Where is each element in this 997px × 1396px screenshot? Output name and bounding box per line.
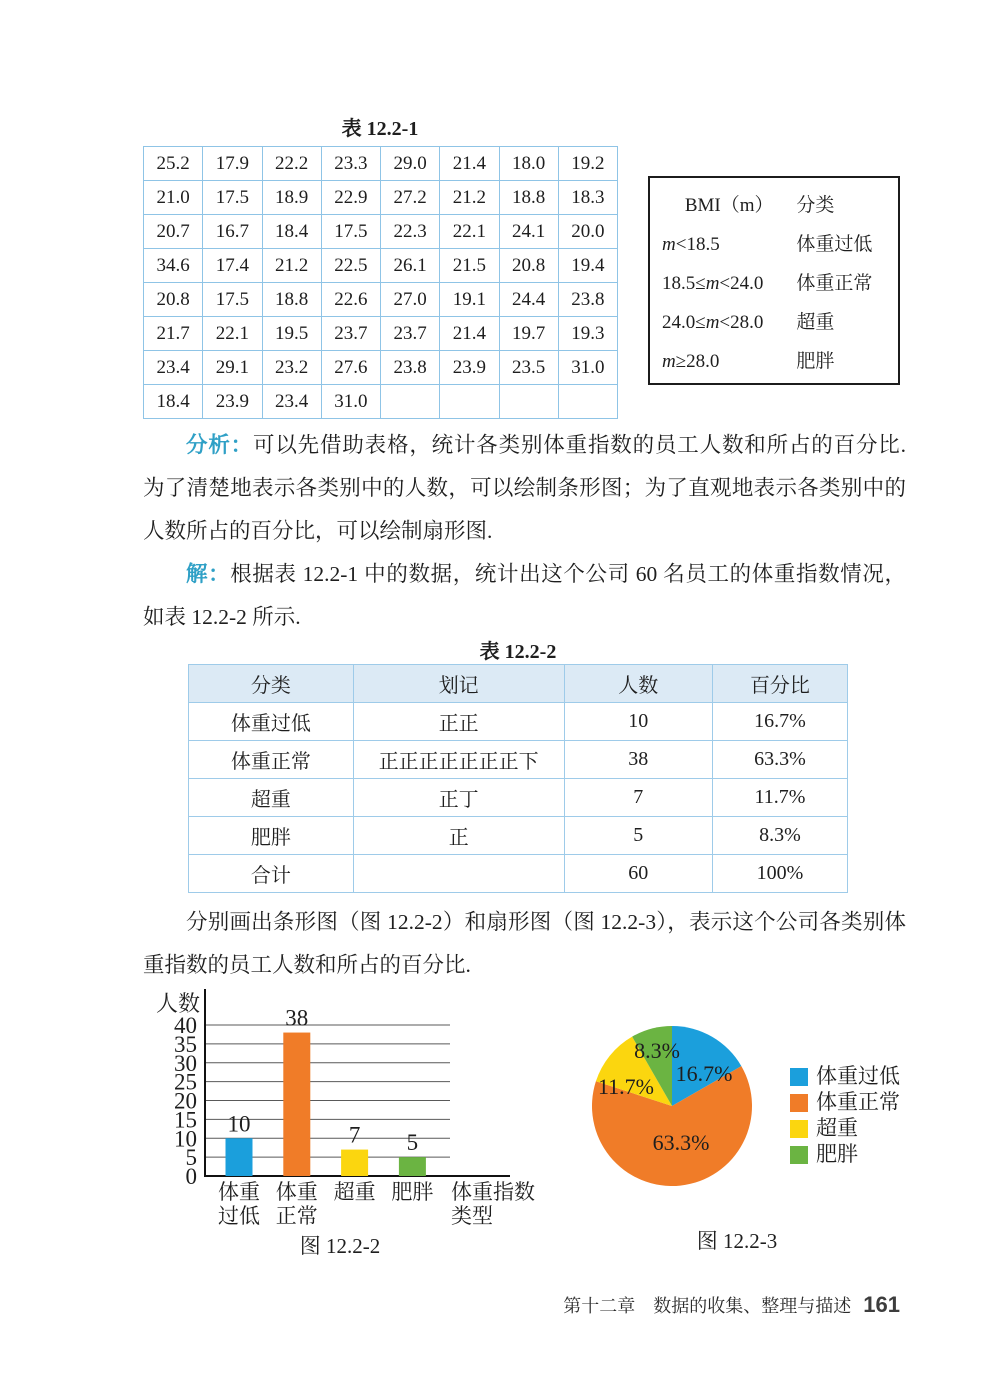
table-row xyxy=(144,215,618,249)
legend-swatch xyxy=(790,1146,808,1164)
cell: 23.3 xyxy=(321,147,380,181)
cell: 18.4 xyxy=(144,385,203,419)
cell: 23.5 xyxy=(499,351,558,385)
cell: 23.8 xyxy=(558,283,617,317)
cell: 23.8 xyxy=(381,351,440,385)
cell: 34.6 xyxy=(144,249,203,283)
y-tick-label: 0 xyxy=(185,1164,197,1189)
cell xyxy=(440,385,499,419)
y-tick-label: 5 xyxy=(185,1145,197,1171)
tally-summary-table xyxy=(188,664,848,893)
solution-label: 解： xyxy=(186,562,231,586)
cell: 18.9 xyxy=(262,181,321,215)
bmi-range: m≥28.0 xyxy=(662,351,720,372)
cell: 22.6 xyxy=(321,283,380,317)
bmi-classification-grid xyxy=(662,186,886,381)
cell: 19.4 xyxy=(558,249,617,283)
table-row xyxy=(144,283,618,317)
solution-text: 根据表 12.2-1 中的数据，统计出这个公司 60 名员工的体重指数情况，如表 12.2-2 所示. xyxy=(143,562,906,629)
analysis-paragraph xyxy=(143,424,906,553)
analysis-label: 分析： xyxy=(186,433,253,457)
cell: 24.1 xyxy=(499,215,558,249)
table2-title: 表 12.2-2 xyxy=(479,641,557,663)
table-row xyxy=(144,317,618,351)
cell: 17.5 xyxy=(321,215,380,249)
cell: 21.4 xyxy=(440,147,499,181)
cell: 60 xyxy=(564,855,712,893)
bar-value-label: 38 xyxy=(285,1005,309,1031)
cell: 27.0 xyxy=(381,283,440,317)
cell: 31.0 xyxy=(321,385,380,419)
bmi-category: 体重过低 xyxy=(796,234,873,255)
cell: 21.5 xyxy=(440,249,499,283)
table-row xyxy=(144,385,618,419)
cell: 合计 xyxy=(189,855,354,893)
cell: 23.7 xyxy=(381,317,440,351)
cell: 19.3 xyxy=(558,317,617,351)
cell: 20.8 xyxy=(499,249,558,283)
table-row xyxy=(144,249,618,283)
cell: 19.2 xyxy=(558,147,617,181)
cell: 11.7% xyxy=(712,779,847,817)
solution-paragraph xyxy=(143,553,906,639)
legend-label: 体重过低 xyxy=(816,1064,900,1088)
cell: 21.2 xyxy=(440,181,499,215)
column-header: 划记 xyxy=(353,665,564,703)
cell: 21.2 xyxy=(262,249,321,283)
cell xyxy=(353,855,564,893)
cell: 24.4 xyxy=(499,283,558,317)
cell xyxy=(499,385,558,419)
x-category-label: 体重 xyxy=(275,1180,318,1204)
y-tick-label: 20 xyxy=(174,1088,197,1114)
cell: 18.8 xyxy=(262,283,321,317)
bmi-data-table-body xyxy=(144,147,618,419)
cell: 31.0 xyxy=(558,351,617,385)
bar-value-label: 10 xyxy=(227,1111,251,1137)
cell: 18.8 xyxy=(499,181,558,215)
x-axis-title: 体重指数 xyxy=(451,1180,535,1204)
cell: 正 xyxy=(353,817,564,855)
cell: 23.7 xyxy=(321,317,380,351)
cell: 体重正常 xyxy=(189,741,354,779)
cell: 22.3 xyxy=(381,215,440,249)
slice-percentage-label: 16.7% xyxy=(675,1061,733,1086)
cell: 27.2 xyxy=(381,181,440,215)
cell: 16.7% xyxy=(712,703,847,741)
page-number: 161 xyxy=(863,1292,900,1317)
legend-label: 体重正常 xyxy=(816,1090,900,1114)
bar xyxy=(226,1138,253,1176)
cell: 体重过低 xyxy=(189,703,354,741)
bmi-header-left: BMI（m） xyxy=(684,195,774,216)
figure-caption: 图 12.2-2 xyxy=(299,1234,381,1258)
cell: 27.6 xyxy=(321,351,380,385)
table-row xyxy=(189,741,848,779)
legend-swatch xyxy=(790,1120,808,1138)
bmi-category: 超重 xyxy=(796,312,835,333)
tally-summary-table-head xyxy=(189,665,848,703)
column-header: 人数 xyxy=(564,665,712,703)
cell: 正丁 xyxy=(353,779,564,817)
page-footer xyxy=(563,1292,900,1318)
cell: 18.3 xyxy=(558,181,617,215)
cell: 29.0 xyxy=(381,147,440,181)
table-row xyxy=(189,779,848,817)
cell: 18.4 xyxy=(262,215,321,249)
legend-swatch xyxy=(790,1094,808,1112)
slice-percentage-label: 63.3% xyxy=(652,1130,710,1155)
bmi-header-right: 分类 xyxy=(796,195,835,216)
cell: 23.4 xyxy=(262,385,321,419)
table-row xyxy=(189,817,848,855)
cell: 17.4 xyxy=(203,249,262,283)
pie-chart xyxy=(556,1000,996,1262)
cell: 22.1 xyxy=(203,317,262,351)
bar xyxy=(283,1033,310,1176)
cell: 肥胖 xyxy=(189,817,354,855)
cell: 19.1 xyxy=(440,283,499,317)
cell: 19.7 xyxy=(499,317,558,351)
cell: 16.7 xyxy=(203,215,262,249)
bar-value-label: 5 xyxy=(406,1130,419,1156)
column-header: 分类 xyxy=(189,665,354,703)
cell: 17.5 xyxy=(203,181,262,215)
cell: 23.9 xyxy=(203,385,262,419)
cell: 23.4 xyxy=(144,351,203,385)
table-header-row xyxy=(189,665,848,703)
cell: 7 xyxy=(564,779,712,817)
y-tick-label: 10 xyxy=(174,1126,197,1152)
x-category-label: 正常 xyxy=(275,1204,318,1228)
cell: 29.1 xyxy=(203,351,262,385)
y-axis-label: 人数 xyxy=(156,991,201,1016)
bmi-category: 肥胖 xyxy=(796,351,835,372)
cell: 18.0 xyxy=(499,147,558,181)
cell: 38 xyxy=(564,741,712,779)
bmi-range: 18.5≤m<24.0 xyxy=(662,273,764,294)
cell: 22.2 xyxy=(262,147,321,181)
legend-label: 肥胖 xyxy=(816,1142,858,1166)
analysis-text: 可以先借助表格，统计各类别体重指数的员工人数和所占的百分比. 为了清楚地表示各类别中的人数，可以绘制条形图；为了直观地表示各类别中的人数所占的百分比，可以绘制扇形图. xyxy=(143,433,906,543)
slice-percentage-label: 8.3% xyxy=(634,1038,680,1063)
cell: 8.3% xyxy=(712,817,847,855)
table-row xyxy=(144,351,618,385)
bar-value-label: 7 xyxy=(348,1122,361,1148)
cell: 21.0 xyxy=(144,181,203,215)
cell: 17.5 xyxy=(203,283,262,317)
cell: 19.5 xyxy=(262,317,321,351)
cell: 100% xyxy=(712,855,847,893)
bmi-classification-box xyxy=(648,176,900,385)
bmi-data-table xyxy=(143,146,618,419)
cell: 22.5 xyxy=(321,249,380,283)
cell: 21.4 xyxy=(440,317,499,351)
analysis-solution-text xyxy=(143,424,906,639)
table-row xyxy=(189,703,848,741)
table-row xyxy=(144,181,618,215)
y-tick-label: 40 xyxy=(174,1013,197,1038)
cell: 23.9 xyxy=(440,351,499,385)
cell: 21.7 xyxy=(144,317,203,351)
bar-chart xyxy=(148,985,568,1265)
bar xyxy=(341,1150,368,1176)
legend-swatch xyxy=(790,1068,808,1086)
cell: 20.0 xyxy=(558,215,617,249)
cell: 17.9 xyxy=(203,147,262,181)
y-tick-label: 30 xyxy=(174,1050,197,1076)
table1-title: 表 12.2-1 xyxy=(341,118,419,140)
bmi-range: m<18.5 xyxy=(662,234,720,255)
tally-summary-table-body xyxy=(189,703,848,893)
cell: 超重 xyxy=(189,779,354,817)
cell: 23.2 xyxy=(262,351,321,385)
cell: 22.9 xyxy=(321,181,380,215)
cell: 20.7 xyxy=(144,215,203,249)
cell: 正正 xyxy=(353,703,564,741)
y-tick-label: 25 xyxy=(174,1069,197,1095)
figure-caption: 图 12.2-3 xyxy=(696,1229,778,1253)
chapter-title: 第十二章 数据的收集、整理与描述 xyxy=(563,1296,852,1316)
cell: 63.3% xyxy=(712,741,847,779)
cell: 正正正正正正正下 xyxy=(353,741,564,779)
cell xyxy=(558,385,617,419)
bar xyxy=(399,1157,426,1176)
cell: 25.2 xyxy=(144,147,203,181)
x-category-label: 体重 xyxy=(218,1180,260,1204)
x-category-label: 肥胖 xyxy=(391,1180,434,1204)
cell: 10 xyxy=(564,703,712,741)
table-row xyxy=(144,147,618,181)
bmi-range: 24.0≤m<28.0 xyxy=(662,312,764,333)
x-axis-title: 类型 xyxy=(451,1204,493,1228)
cell: 20.8 xyxy=(144,283,203,317)
y-tick-label: 15 xyxy=(174,1107,197,1133)
cell: 5 xyxy=(564,817,712,855)
x-category-label: 超重 xyxy=(333,1180,376,1204)
y-tick-label: 35 xyxy=(174,1031,197,1057)
column-header: 百分比 xyxy=(712,665,847,703)
bmi-category: 体重正常 xyxy=(796,273,873,294)
charts-intro-block xyxy=(143,901,906,987)
legend-label: 超重 xyxy=(816,1116,858,1140)
cell xyxy=(381,385,440,419)
table-row xyxy=(189,855,848,893)
cell: 22.1 xyxy=(440,215,499,249)
x-category-label: 过低 xyxy=(218,1204,260,1228)
cell: 26.1 xyxy=(381,249,440,283)
slice-percentage-label: 11.7% xyxy=(597,1074,655,1099)
charts-intro-paragraph: 分别画出条形图（图 12.2-2）和扇形图（图 12.2-3），表示这个公司各类别体重指数的员工人数和所占的百分比. xyxy=(143,910,906,977)
